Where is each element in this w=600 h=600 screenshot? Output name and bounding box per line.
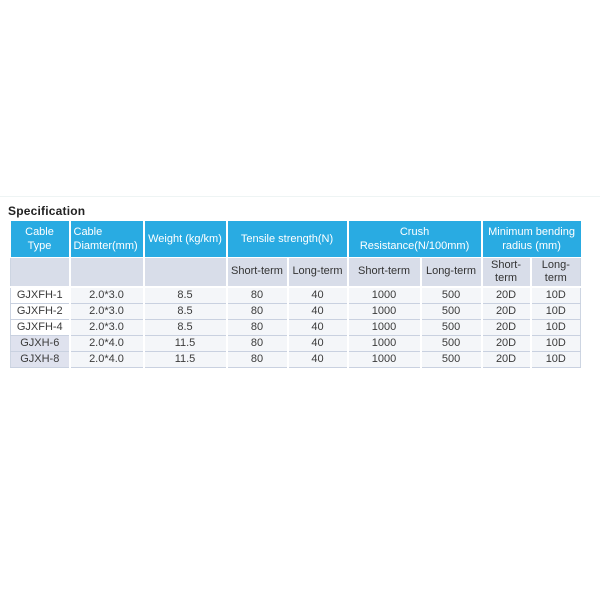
cell-crush-long: 500 [421,351,482,367]
cell-bending-long: 10D [531,287,581,303]
cell-cable-diameter: 2.0*3.0 [70,319,144,335]
table-row [11,303,581,319]
column-header-min-bending-radius: Minimum bending radius (mm) [482,221,581,257]
cell-bending-long: 10D [531,303,581,319]
table-row [11,319,581,335]
cell-weight: 11.5 [144,335,227,351]
column-header-tensile-strength: Tensile strength(N) [227,221,348,257]
cell-cable-diameter: 2.0*4.0 [70,351,144,367]
cell-bending-short: 20D [482,319,531,335]
cell-tensile-short: 80 [227,287,288,303]
cell-cable-type: GJXFH-4 [11,319,70,335]
cell-crush-short: 1000 [348,303,421,319]
cell-tensile-short: 80 [227,303,288,319]
cell-crush-long: 500 [421,287,482,303]
table-subheader-row [11,257,581,287]
cell-bending-short: 20D [482,351,531,367]
table-row [11,287,581,303]
subheader-bending-short-term: Short-term [482,257,531,287]
column-header-weight: Weight (kg/km) [144,221,227,257]
cell-bending-long: 10D [531,335,581,351]
cell-weight: 11.5 [144,351,227,367]
cell-cable-diameter: 2.0*3.0 [70,303,144,319]
cell-tensile-short: 80 [227,335,288,351]
column-header-cable-diameter: Cable Diamter(mm) [70,221,144,257]
cell-tensile-long: 40 [288,287,348,303]
cell-tensile-long: 40 [288,303,348,319]
subheader-empty [144,257,227,287]
subheader-empty [70,257,144,287]
section-title: Specification [8,204,86,218]
cell-weight: 8.5 [144,303,227,319]
cell-tensile-long: 40 [288,351,348,367]
cell-crush-short: 1000 [348,351,421,367]
cell-cable-type: GJXFH-2 [11,303,70,319]
subheader-crush-long-term: Long-term [421,257,482,287]
cell-tensile-short: 80 [227,319,288,335]
cell-bending-short: 20D [482,335,531,351]
cell-crush-long: 500 [421,303,482,319]
cell-crush-short: 1000 [348,287,421,303]
subheader-bending-long-term: Long-term [531,257,581,287]
cell-bending-short: 20D [482,287,531,303]
cell-bending-short: 20D [482,303,531,319]
cell-bending-long: 10D [531,351,581,367]
cell-cable-type: GJXH-8 [11,351,70,367]
page-divider [0,196,600,197]
cell-crush-short: 1000 [348,335,421,351]
subheader-crush-short-term: Short-term [348,257,421,287]
cell-crush-long: 500 [421,335,482,351]
subheader-empty [11,257,70,287]
subheader-tensile-short-term: Short-term [227,257,288,287]
cell-weight: 8.5 [144,287,227,303]
table-header-row [11,221,581,257]
cell-cable-type: GJXFH-1 [11,287,70,303]
cell-cable-diameter: 2.0*3.0 [70,287,144,303]
cell-tensile-long: 40 [288,335,348,351]
cell-cable-diameter: 2.0*4.0 [70,335,144,351]
table-row [11,335,581,351]
cell-cable-type: GJXH-6 [11,335,70,351]
column-header-crush-resistance: Crush Resistance(N/100mm) [348,221,482,257]
cell-weight: 8.5 [144,319,227,335]
cell-crush-long: 500 [421,319,482,335]
cell-crush-short: 1000 [348,319,421,335]
table-row [11,351,581,367]
specification-table [10,221,581,368]
cell-bending-long: 10D [531,319,581,335]
column-header-cable-type: Cable Type [11,221,70,257]
cell-tensile-short: 80 [227,351,288,367]
subheader-tensile-long-term: Long-term [288,257,348,287]
cell-tensile-long: 40 [288,319,348,335]
